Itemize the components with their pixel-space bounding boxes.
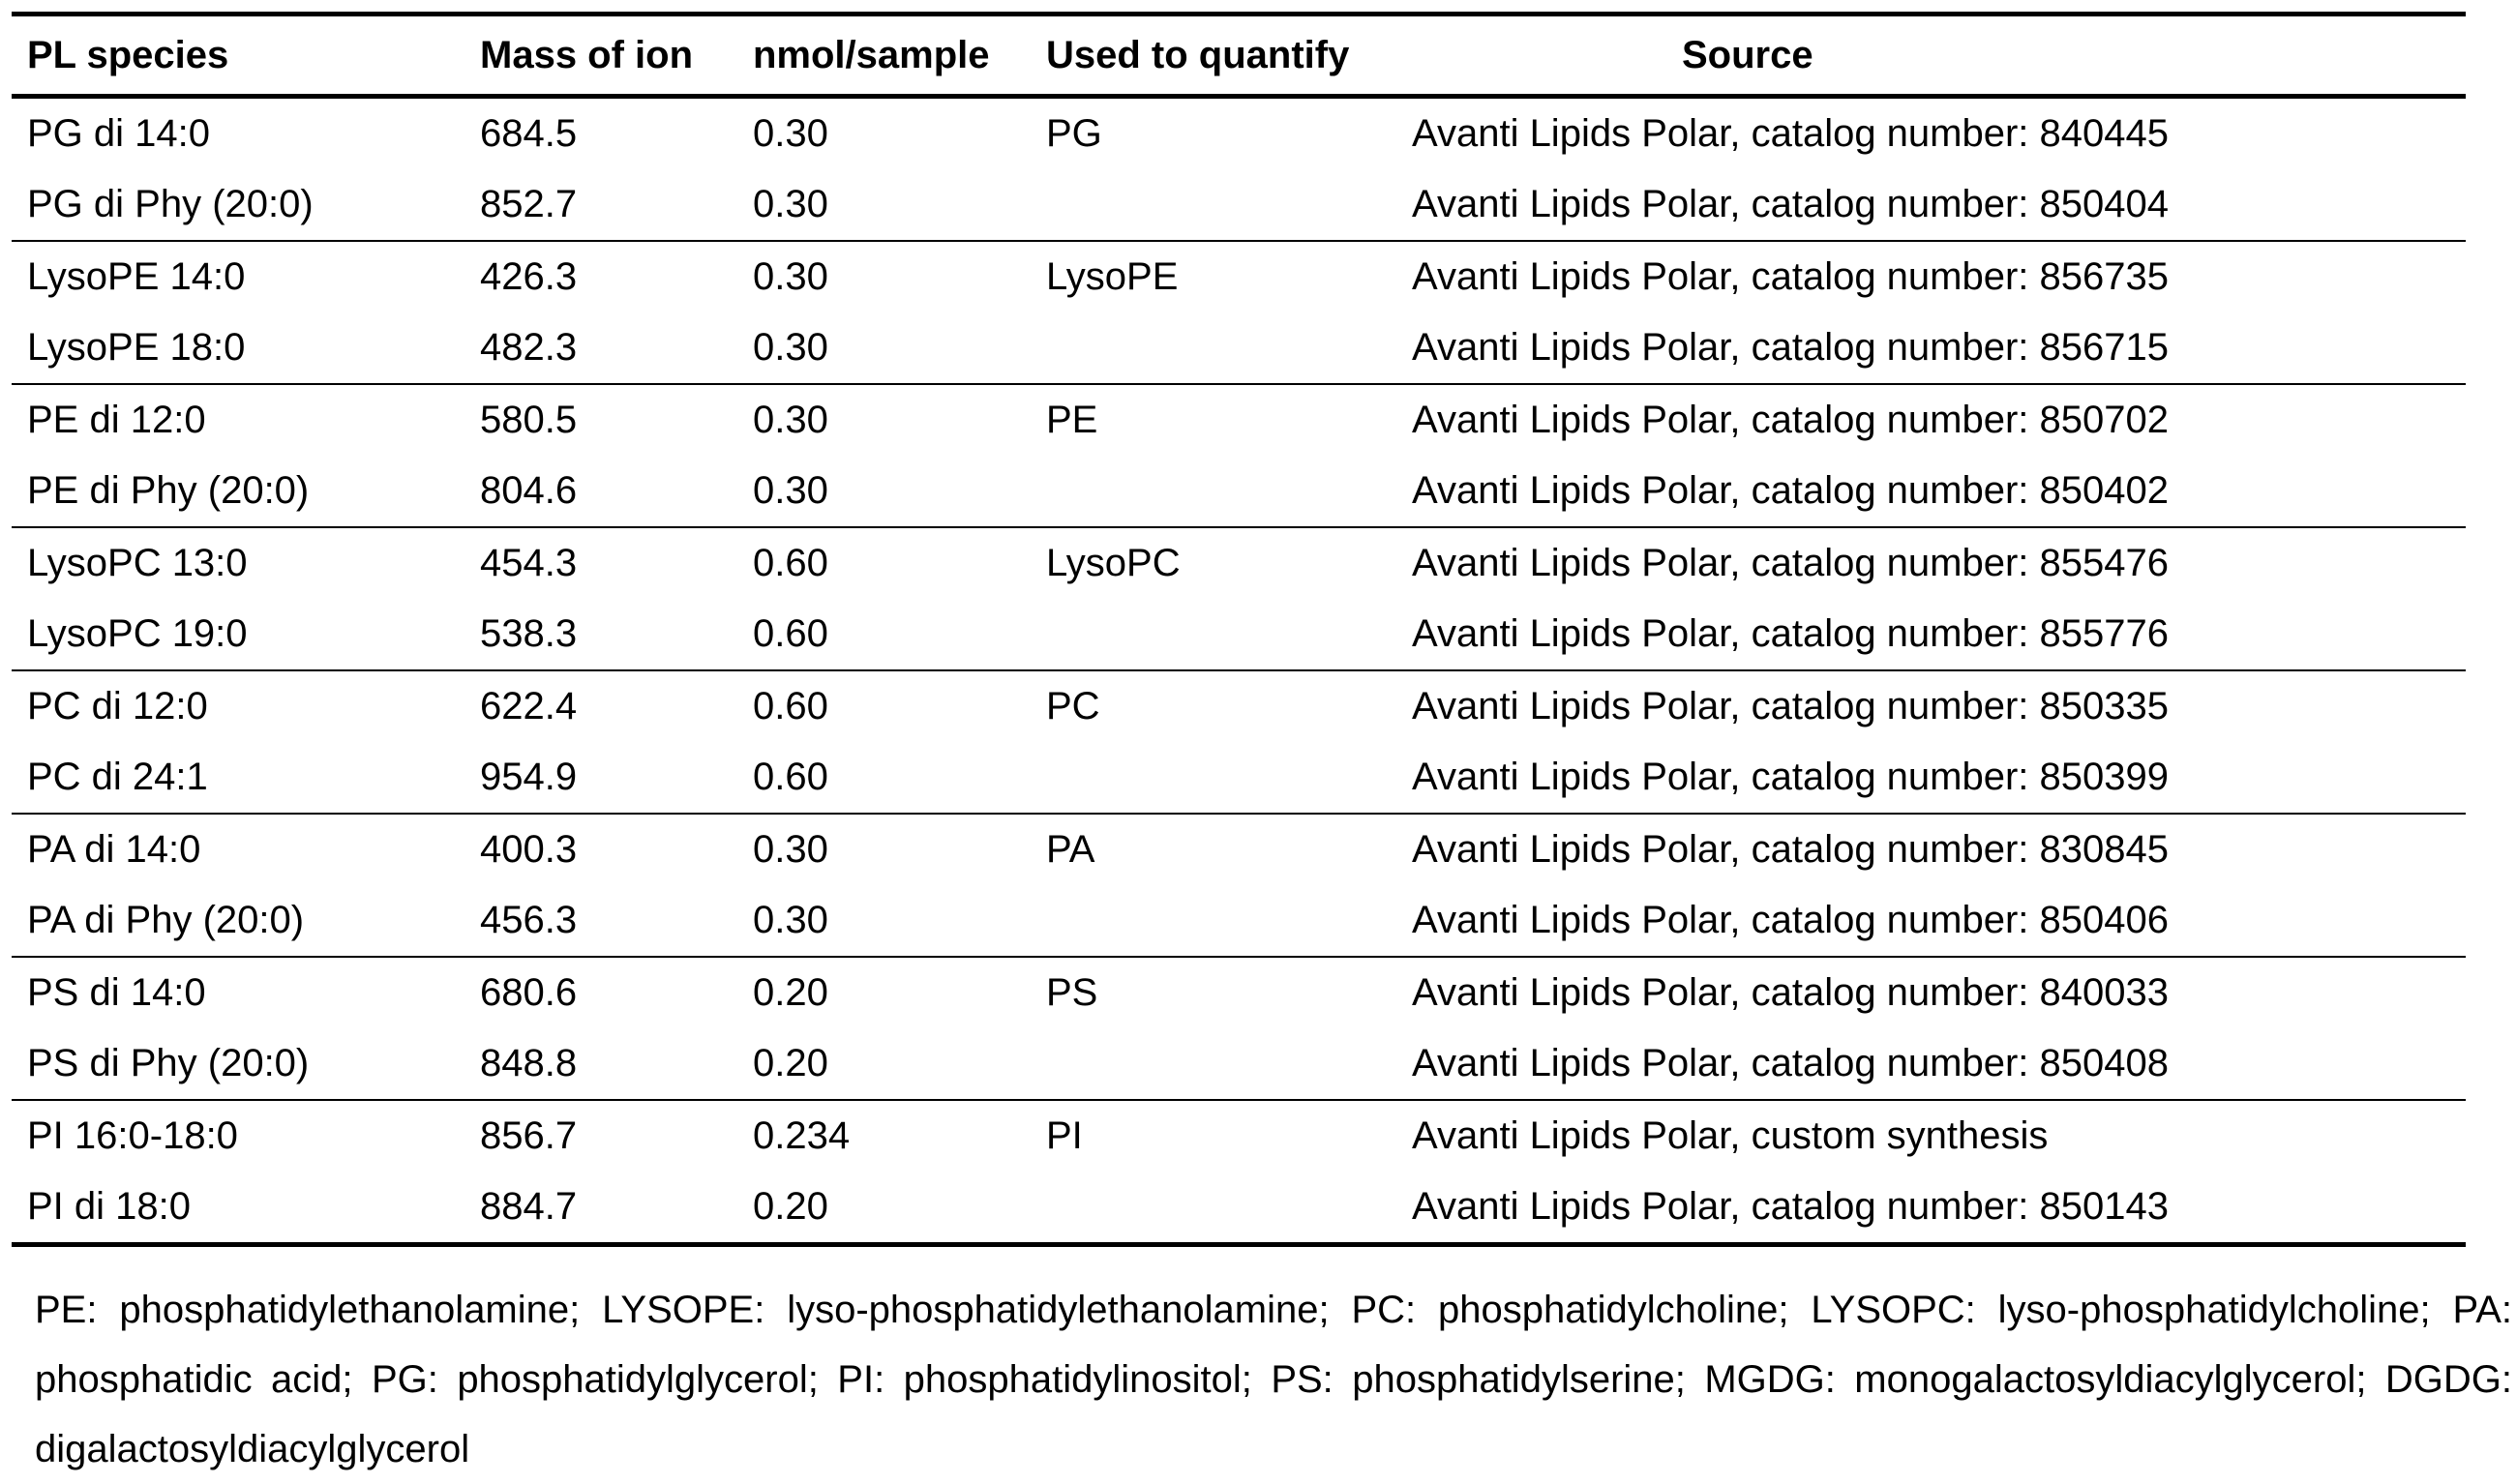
cell-mass-of-ion: 804.6 [480,469,578,512]
cell-pl-species: PS di Phy (20:0) [27,1042,310,1084]
cell-source: Avanti Lipids Polar, catalog number: 855476 [1412,542,2170,584]
cell-pl-species: PG di 14:0 [27,112,211,155]
cell-mass-of-ion: 426.3 [480,255,578,298]
cell-nmol-sample: 0.30 [753,112,828,155]
cell-mass-of-ion: 884.7 [480,1185,578,1228]
cell-nmol-sample: 0.60 [753,542,828,584]
cell-mass-of-ion: 856.7 [480,1114,578,1157]
cell-used-to-quantify [1031,599,1396,670]
cell-mass-of-ion: 622.4 [480,685,578,727]
header-used-to-quantify: Used to quantify [1046,33,1350,76]
cell-used-to-quantify [1031,169,1396,241]
cell-nmol-sample: 0.30 [753,899,828,941]
cell-pl-species: LysoPC 13:0 [27,542,248,584]
cell-pl-species: PS di 14:0 [27,971,206,1014]
cell-source: Avanti Lipids Polar, catalog number: 850402 [1412,469,2170,512]
cell-used-to-quantify [1031,312,1396,384]
cell-pl-species: PA di Phy (20:0) [27,899,305,941]
cell-mass-of-ion: 580.5 [480,399,578,441]
cell-source: Avanti Lipids Polar, catalog number: 850399 [1412,756,2170,798]
abbreviation-footnote: PE: phosphatidylethanolamine; LYSOPE: lyso-phosphatidylethanolamine; PC: phosphatidylcholine; LYSOPC: lyso-phosphatidylcholine; PA: phosphatidic acid; PG: phosphatidylglycerol; PI: phosphatidylinositol; PS: phosphatidylserine; MGDG: monogalactosyldiacylglycerol; DGDG: digalactosyldiacylglycerol [35,1289,2512,1470]
cell-nmol-sample: 0.20 [753,1185,828,1228]
cell-source: Avanti Lipids Polar, catalog number: 850408 [1412,1042,2170,1084]
header-pl-species: PL species [27,33,229,76]
cell-pl-species: LysoPE 14:0 [27,255,246,298]
table-row [12,97,2466,170]
cell-pl-species: PC di 12:0 [27,685,208,727]
cell-pl-species: PC di 24:1 [27,756,208,798]
cell-mass-of-ion: 456.3 [480,899,578,941]
table-row [12,527,2466,599]
cell-used-to-quantify [1031,742,1396,814]
cell-used-to-quantify: PS [1046,971,1098,1014]
cell-nmol-sample: 0.60 [753,685,828,727]
cell-source: Avanti Lipids Polar, catalog number: 856735 [1412,255,2170,298]
lipid-standards-table [12,12,2466,1247]
cell-used-to-quantify: PG [1046,112,1102,155]
cell-nmol-sample: 0.30 [753,469,828,512]
cell-nmol-sample: 0.20 [753,1042,828,1084]
cell-mass-of-ion: 538.3 [480,612,578,655]
cell-used-to-quantify: PC [1046,685,1100,727]
cell-source: Avanti Lipids Polar, catalog number: 850404 [1412,183,2170,225]
cell-mass-of-ion: 400.3 [480,828,578,871]
cell-source: Avanti Lipids Polar, catalog number: 850406 [1412,899,2170,941]
cell-used-to-quantify: PA [1046,828,1095,871]
cell-used-to-quantify [1031,1028,1396,1100]
table-row [12,384,2466,456]
cell-mass-of-ion: 848.8 [480,1042,578,1084]
cell-nmol-sample: 0.30 [753,183,828,225]
cell-mass-of-ion: 684.5 [480,112,578,155]
row-group [12,384,2466,527]
cell-nmol-sample: 0.30 [753,326,828,369]
cell-pl-species: PE di 12:0 [27,399,206,441]
cell-source: Avanti Lipids Polar, catalog number: 855776 [1412,612,2170,655]
table-row [12,1028,2466,1100]
cell-mass-of-ion: 482.3 [480,326,578,369]
table-row [12,670,2466,742]
header-nmol-sample: nmol/sample [753,33,990,76]
cell-source: Avanti Lipids Polar, catalog number: 840033 [1412,971,2170,1014]
row-group [12,1100,2466,1245]
cell-used-to-quantify: LysoPC [1046,542,1181,584]
cell-used-to-quantify: PE [1046,399,1098,441]
table-row [12,599,2466,670]
cell-used-to-quantify: LysoPE [1046,255,1179,298]
cell-pl-species: PA di 14:0 [27,828,201,871]
row-group [12,670,2466,814]
row-group [12,241,2466,384]
cell-source: Avanti Lipids Polar, catalog number: 840445 [1412,112,2170,155]
cell-mass-of-ion: 680.6 [480,971,578,1014]
row-group [12,957,2466,1100]
cell-used-to-quantify [1031,456,1396,527]
row-group [12,97,2466,242]
cell-pl-species: PE di Phy (20:0) [27,469,310,512]
cell-nmol-sample: 0.30 [753,255,828,298]
cell-pl-species: PI di 18:0 [27,1185,192,1228]
cell-mass-of-ion: 852.7 [480,183,578,225]
cell-mass-of-ion: 954.9 [480,756,578,798]
cell-nmol-sample: 0.60 [753,756,828,798]
table-row [12,1100,2466,1172]
cell-nmol-sample: 0.234 [753,1114,851,1157]
cell-nmol-sample: 0.20 [753,971,828,1014]
row-group [12,814,2466,957]
cell-source: Avanti Lipids Polar, catalog number: 850702 [1412,399,2170,441]
cell-used-to-quantify: PI [1046,1114,1083,1157]
table-header [12,15,2466,97]
table-row [12,241,2466,312]
cell-source: Avanti Lipids Polar, catalog number: 830845 [1412,828,2170,871]
cell-nmol-sample: 0.30 [753,828,828,871]
header-source: Source [1682,33,1813,76]
cell-source: Avanti Lipids Polar, catalog number: 856715 [1412,326,2170,369]
cell-pl-species: PI 16:0-18:0 [27,1114,238,1157]
cell-source: Avanti Lipids Polar, catalog number: 850143 [1412,1185,2170,1228]
cell-source: Avanti Lipids Polar, custom synthesis [1412,1114,2049,1157]
table-row [12,456,2466,527]
cell-source: Avanti Lipids Polar, catalog number: 850335 [1412,685,2170,727]
cell-pl-species: PG di Phy (20:0) [27,183,314,225]
cell-used-to-quantify [1031,885,1396,957]
table-row [12,169,2466,241]
cell-nmol-sample: 0.30 [753,399,828,441]
table-row [12,814,2466,885]
cell-used-to-quantify [1031,1172,1396,1245]
table-row [12,885,2466,957]
cell-mass-of-ion: 454.3 [480,542,578,584]
table-row [12,312,2466,384]
cell-pl-species: LysoPE 18:0 [27,326,246,369]
table-row [12,742,2466,814]
header-row [12,15,2466,97]
header-mass-of-ion: Mass of ion [480,33,694,76]
table-row [12,1172,2466,1245]
cell-nmol-sample: 0.60 [753,612,828,655]
table-row [12,957,2466,1028]
cell-pl-species: LysoPC 19:0 [27,612,248,655]
row-group [12,527,2466,670]
